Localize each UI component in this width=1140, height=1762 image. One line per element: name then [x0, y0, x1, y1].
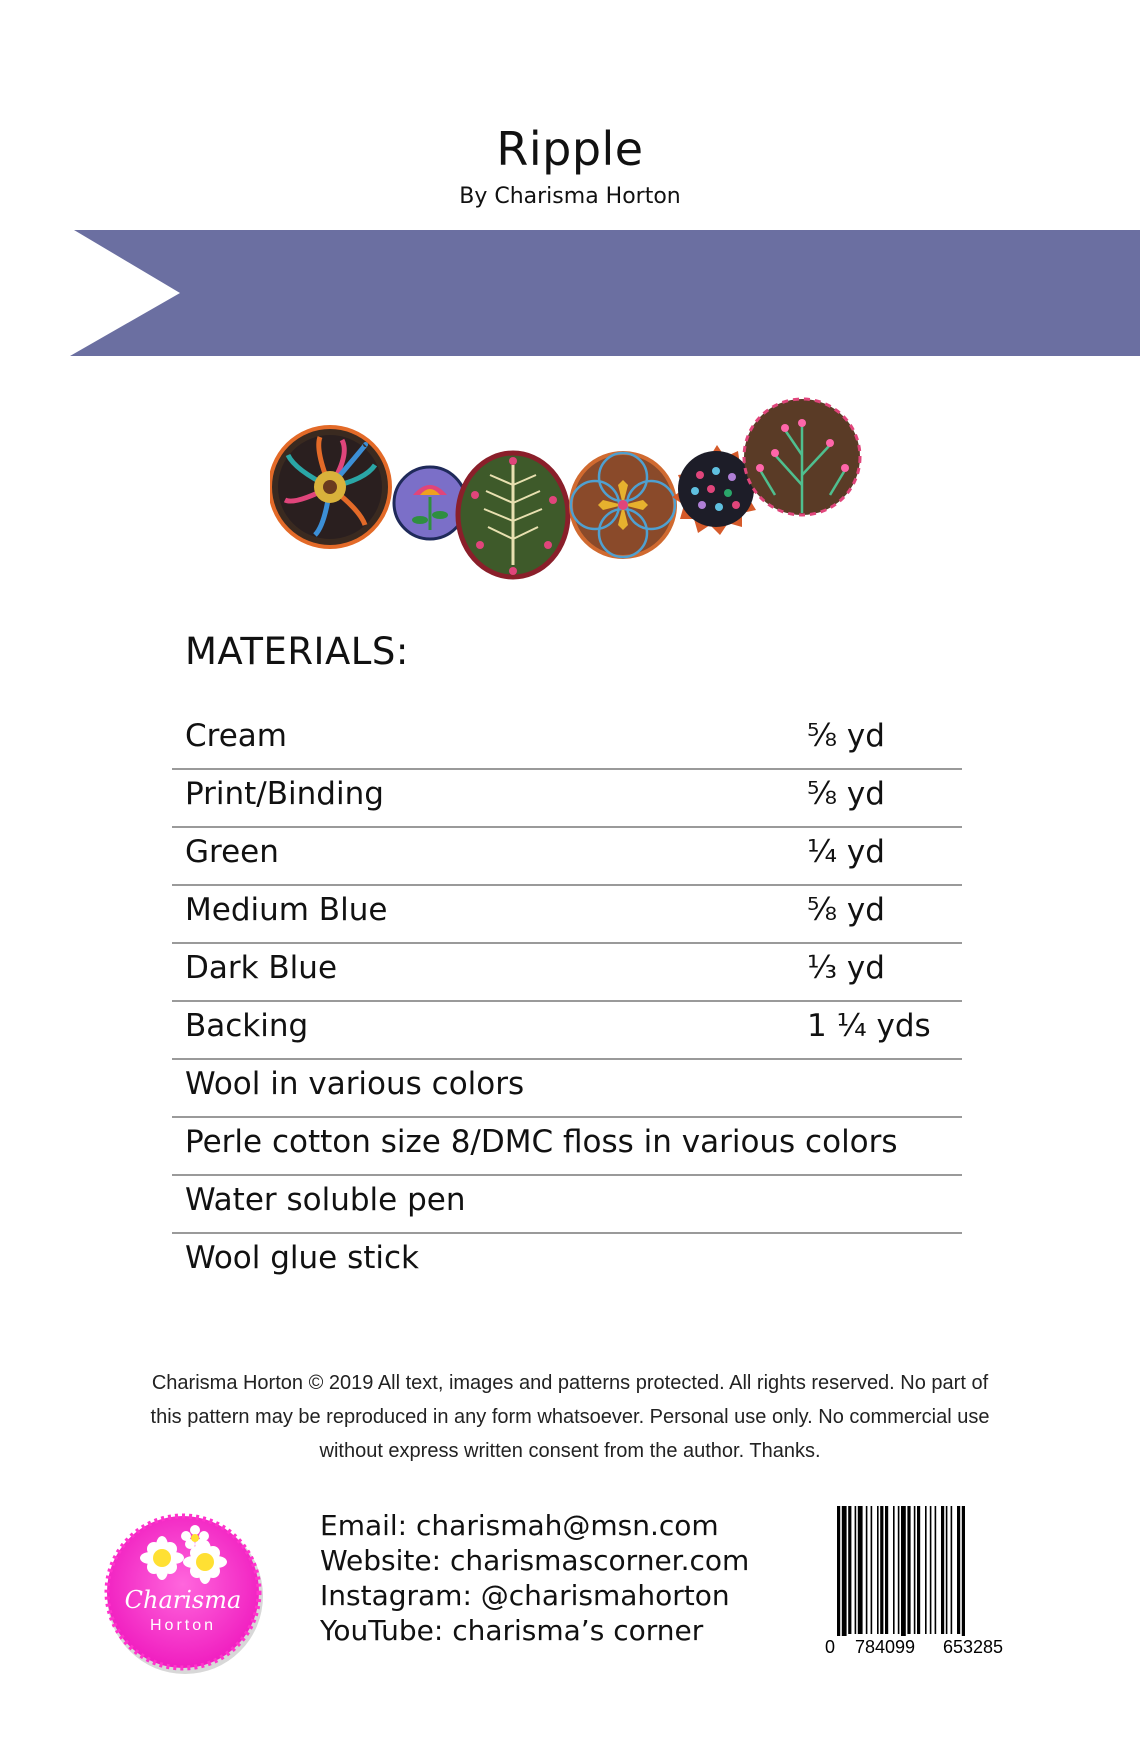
- banner-shape: [70, 230, 1140, 356]
- circle-6-image: [744, 399, 860, 515]
- material-name: Cream: [185, 718, 287, 754]
- material-row: [172, 828, 962, 886]
- barcode-bar: [866, 1506, 868, 1634]
- material-row: [172, 712, 962, 770]
- material-row: [172, 1118, 962, 1176]
- barcode-bar: [951, 1506, 953, 1634]
- barcode-digit-left: 0: [825, 1637, 836, 1656]
- pattern-byline: By Charisma Horton: [459, 184, 681, 209]
- material-row: [172, 1060, 962, 1118]
- material-qty: ⅝ yd: [807, 718, 885, 754]
- barcode-bar: [935, 1506, 937, 1634]
- material-qty: ⅓ yd: [807, 950, 885, 986]
- barcode-bar: [848, 1506, 851, 1634]
- barcode-bar: [957, 1506, 960, 1634]
- copyright-line: Charisma Horton © 2019 All text, images and patterns protected. All rights reserved. No part of: [151, 1372, 989, 1394]
- barcode-bar: [858, 1506, 863, 1634]
- barcode-bar: [946, 1506, 948, 1634]
- barcode-bar: [901, 1506, 906, 1651]
- charisma-horton-logo: [100, 1508, 270, 1678]
- material-qty: ⅝ yd: [807, 776, 885, 812]
- barcode-bar: [898, 1506, 900, 1634]
- contact-email[interactable]: Email: charismah@msn.com: [320, 1509, 719, 1542]
- material-name: Perle cotton size 8/DMC floss in various colors: [185, 1124, 898, 1160]
- material-qty: ¼ yd: [807, 834, 885, 870]
- barcode-bar: [930, 1506, 932, 1634]
- barcode-bar: [925, 1506, 927, 1634]
- contact-instagram[interactable]: Instagram: @charismahorton: [320, 1579, 730, 1612]
- material-row: [172, 1234, 962, 1290]
- barcode-bar: [877, 1506, 879, 1634]
- barcode-digits-right: 653285: [943, 1637, 1004, 1656]
- material-qty: 1 ¼ yds: [807, 1008, 931, 1044]
- barcode-bar: [962, 1506, 965, 1651]
- material-row: [172, 770, 962, 828]
- contact-info: [320, 1508, 749, 1648]
- copyright-line: this pattern may be reproduced in any form whatsoever. Personal use only. No commercial use: [150, 1406, 990, 1428]
- barcode-bars: [837, 1506, 965, 1651]
- barcode-bar: [893, 1506, 895, 1634]
- barcode-bar: [907, 1506, 910, 1634]
- barcode-bar: [871, 1506, 873, 1634]
- material-name: Medium Blue: [185, 892, 388, 928]
- material-name: Dark Blue: [185, 950, 338, 986]
- barcode-bar: [842, 1506, 847, 1651]
- materials-heading: MATERIALS:: [185, 630, 409, 673]
- logo-sub: Horton: [149, 1617, 217, 1634]
- material-name: Water soluble pen: [185, 1182, 466, 1218]
- barcode-bar: [855, 1506, 857, 1634]
- circle-2-image: [394, 467, 466, 539]
- material-row: [172, 1002, 962, 1060]
- pattern-title: Ripple: [496, 122, 644, 176]
- material-row: [172, 1176, 962, 1234]
- barcode-bar: [880, 1506, 883, 1634]
- material-name: Backing: [185, 1008, 309, 1044]
- barcode-bar: [837, 1506, 840, 1651]
- barcode: [825, 1506, 1030, 1656]
- material-name: Wool in various colors: [185, 1066, 525, 1102]
- material-name: Wool glue stick: [185, 1240, 420, 1276]
- material-name: Green: [185, 834, 279, 870]
- barcode-digits-mid: 784099: [855, 1637, 916, 1656]
- materials-table: [172, 712, 962, 1290]
- barcode-bar: [917, 1506, 920, 1634]
- material-row: [172, 886, 962, 944]
- barcode-bar: [914, 1506, 916, 1634]
- material-name: Print/Binding: [185, 776, 384, 812]
- barcode-bar: [941, 1506, 944, 1634]
- copyright-notice: [110, 1366, 1030, 1468]
- header-banner: [70, 230, 1140, 356]
- copyright-line: without express written consent from the author. Thanks.: [319, 1440, 821, 1462]
- contact-website[interactable]: Website: charismascorner.com: [320, 1544, 750, 1577]
- embroidered-circles-image: [270, 385, 870, 600]
- circle-3-image: [458, 453, 568, 577]
- contact-youtube[interactable]: YouTube: charisma’s corner: [320, 1614, 704, 1647]
- material-row: [172, 944, 962, 1002]
- circle-1-image: [270, 427, 390, 547]
- barcode-bar: [885, 1506, 888, 1634]
- circle-4-image: [571, 453, 675, 557]
- logo-name: Charisma: [124, 1586, 242, 1614]
- material-qty: ⅝ yd: [807, 892, 885, 928]
